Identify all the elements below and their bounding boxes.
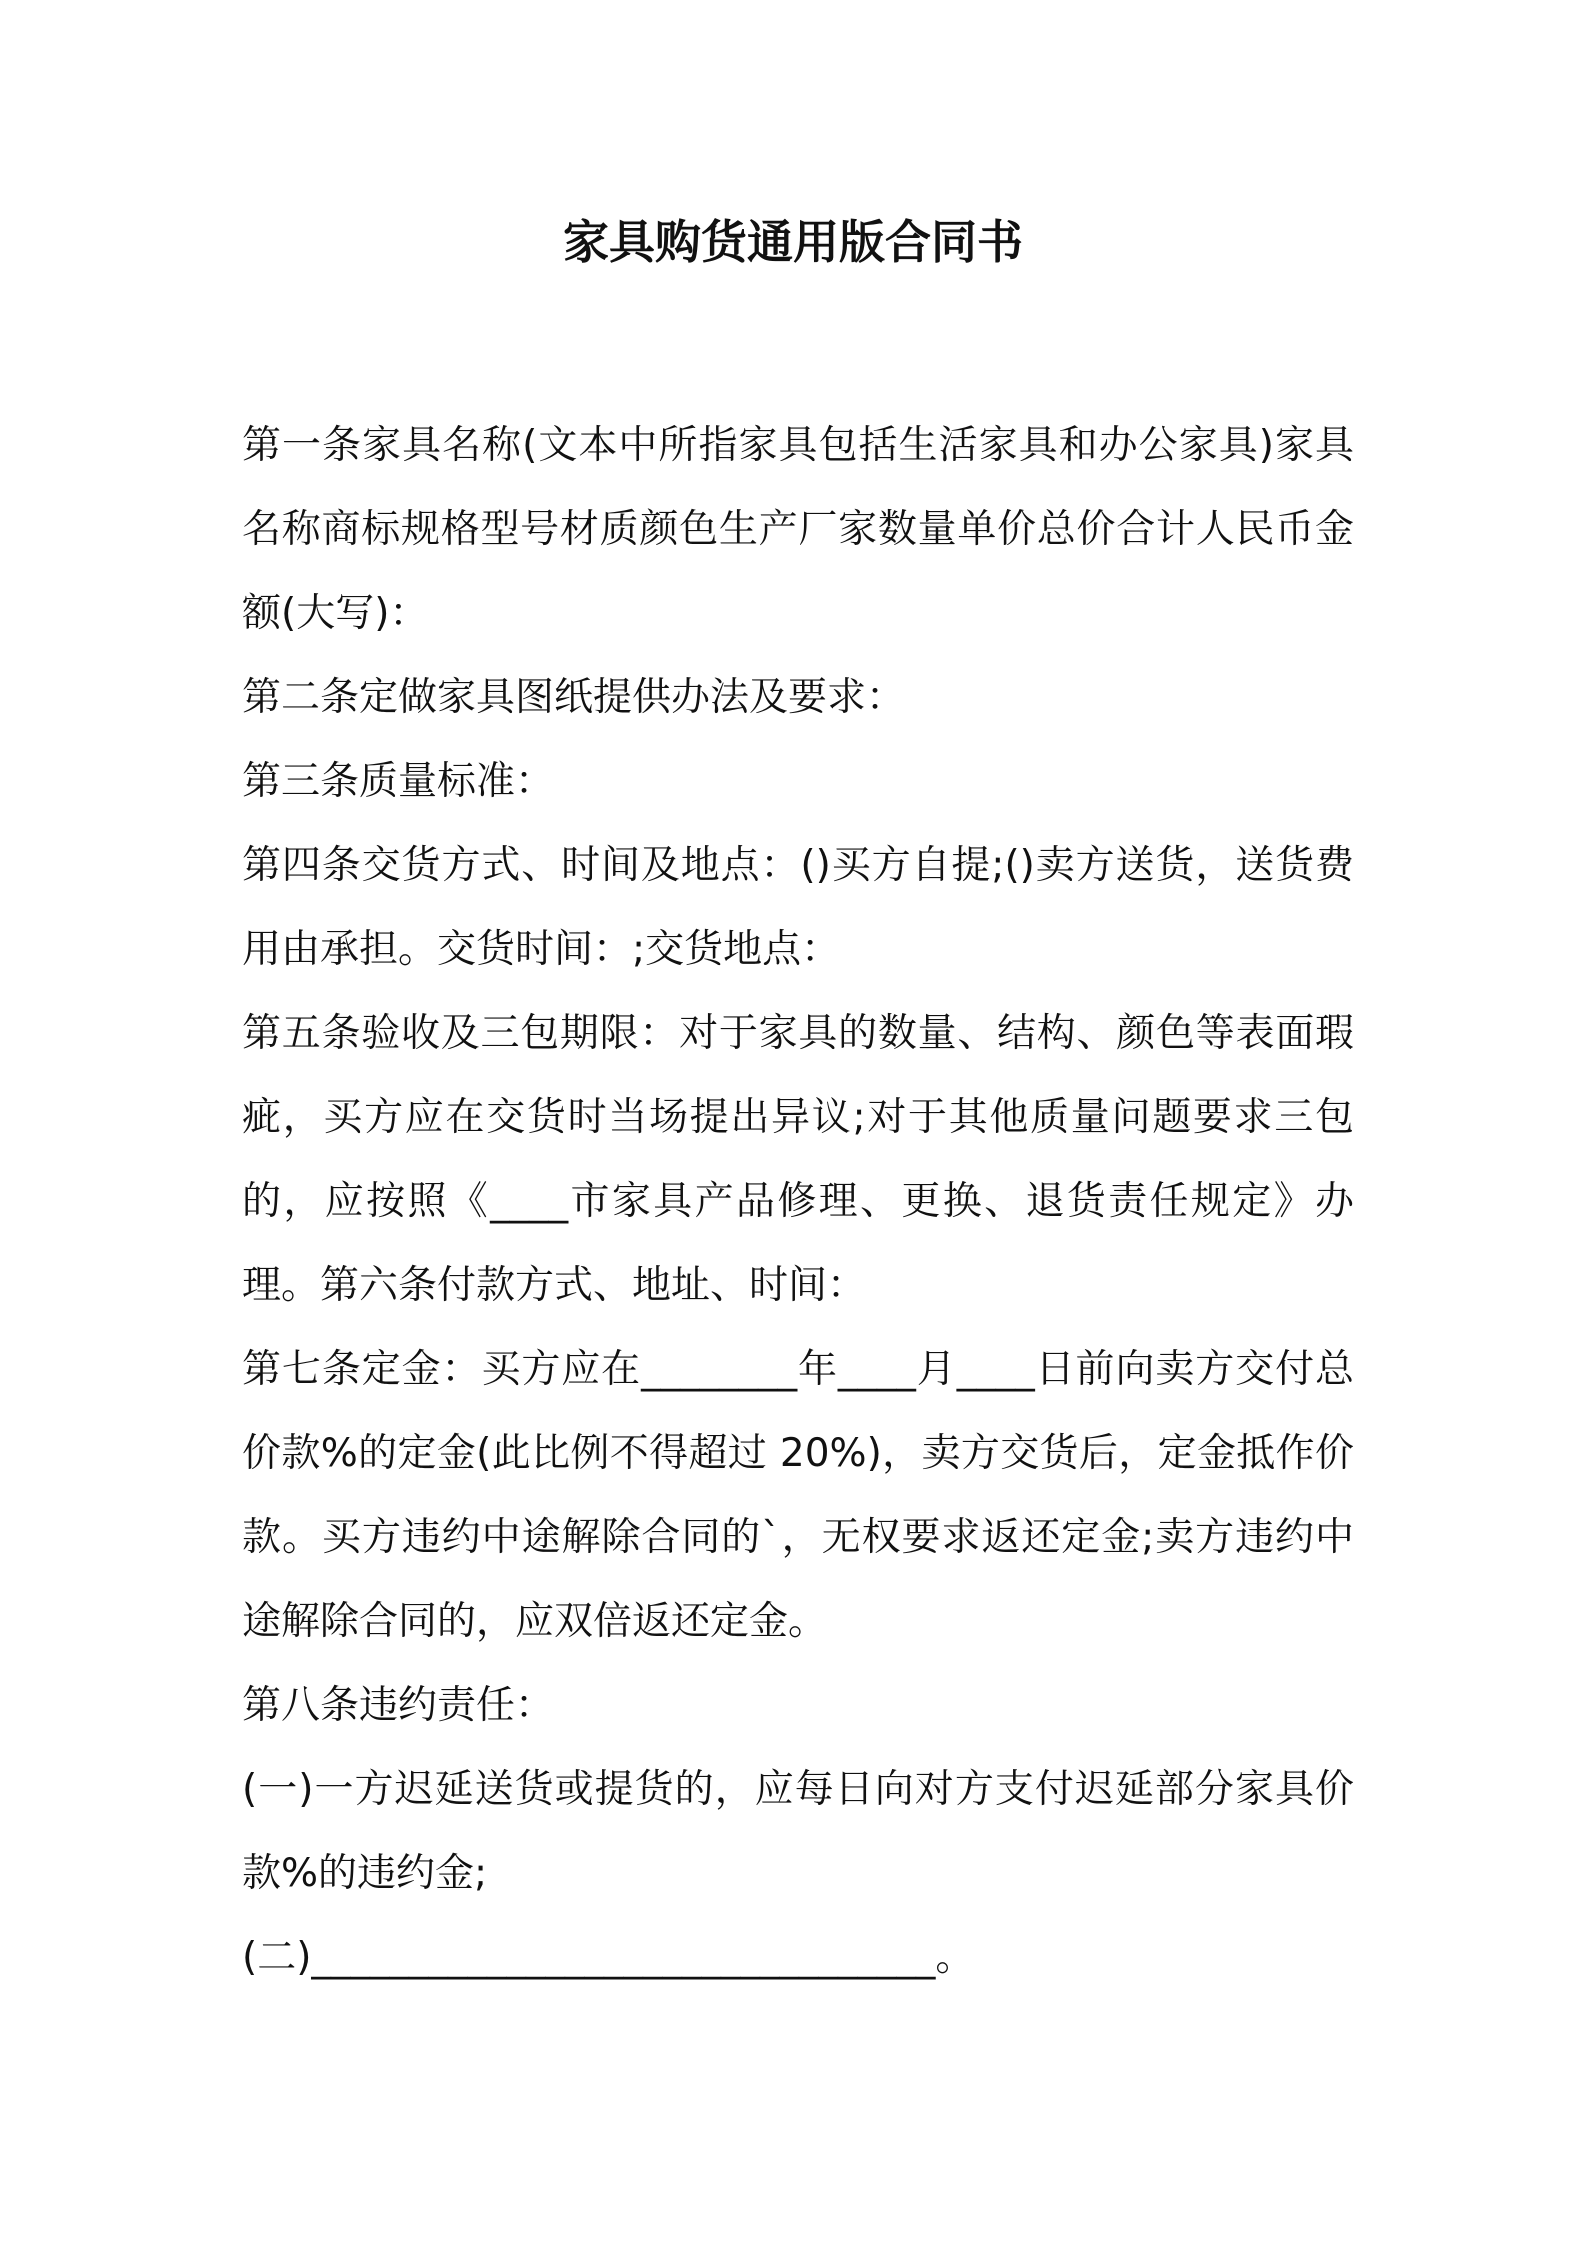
clause-3-paragraph: 第三条质量标准：	[242, 759, 555, 804]
clause-8-item-1: (一)一方迟延送货或提货的，应每日向对方支付迟延部分家具价款%的违约金;	[242, 1767, 1354, 1896]
clause-1-paragraph: 第一条家具名称(文本中所指家具包括生活家具和办公家具)家具名称商标规格型号材质颜色生产厂家数量单价总价合计人民币金额(大写)：	[242, 423, 1354, 636]
clause-7-paragraph: 第七条定金：买方应在________年____月____日前向卖方交付总价款%的定金(此比例不得超过 20%)，卖方交货后，定金抵作价款。买方违约中途解除合同的`，无权要求返还定金;卖方违约中途解除合同的，应双倍返还定金。	[242, 1347, 1354, 1644]
clause-8-item-2: (二)________________________________。	[242, 1935, 975, 1980]
clause-4-paragraph: 第四条交货方式、时间及地点：()买方自提;()卖方送货，送货费用由承担。交货时间：;交货地点：	[242, 843, 1354, 972]
document-body	[242, 404, 1354, 2000]
document-title: 家具购货通用版合同书	[563, 215, 1023, 269]
clause-5-paragraph: 第五条验收及三包期限：对于家具的数量、结构、颜色等表面瑕疵，买方应在交货时当场提出异议;对于其他质量问题要求三包的，应按照《____市家具产品修理、更换、退货责任规定》办理。第六条付款方式、地址、时间：	[242, 1011, 1354, 1308]
clause-2-paragraph: 第二条定做家具图纸提供办法及要求：	[242, 675, 906, 720]
clause-8-paragraph: 第八条违约责任：	[242, 1683, 555, 1728]
